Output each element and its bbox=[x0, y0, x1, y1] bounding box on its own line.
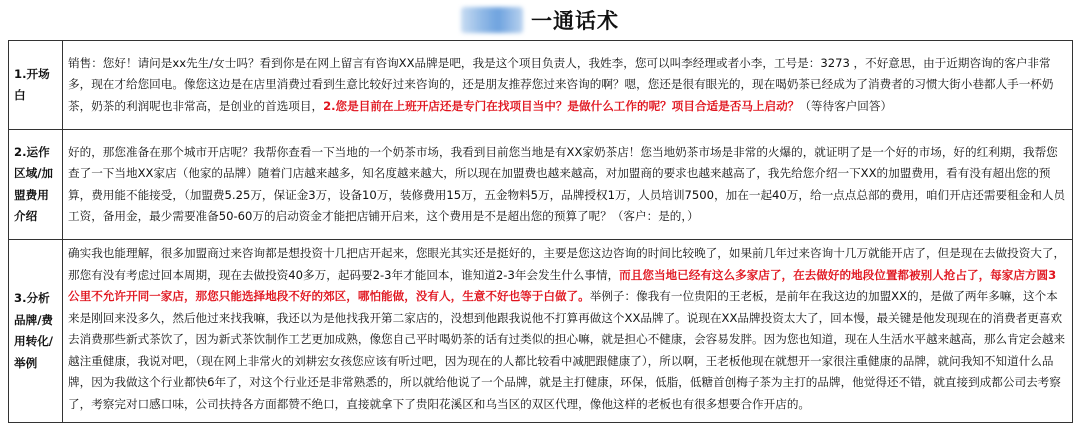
row-content bbox=[63, 240, 1073, 423]
script-text: 销售：您好！请问是xx先生/女士吗？看到你是在网上留言有咨询XX品牌是吧，我是这个项目负责人，我姓李，您可以叫李经理或者小李，工号是：3273 ，不好意思，由于近期咨询的客户非常多，现在才给您回电。像您这边是在店里消费过看到生意比较好过来咨询的，还是朋友推荐您过来咨询的啊？嗯，您还是很有眼光的，现在喝奶茶已经成为了消费者的习惯大街小巷都人手一杯奶茶，奶茶的利润呢也非常高，是创业的首选项目， bbox=[68, 55, 1054, 113]
table-row bbox=[9, 41, 1073, 130]
table-row bbox=[9, 240, 1073, 423]
sales-script-table bbox=[8, 40, 1073, 423]
row-label: 3.分析品牌/费用转化/举例 bbox=[9, 240, 63, 423]
script-text: 举例子：像我有一位贵阳的王老板，是前年在我这边的加盟XX的，是做了两年多嘛，这个本来是刚回来没多久，然后他过来找我嘛，我还以为是他找我开第二家店的，没想到他跟我说他不打算再做这个XX品牌了。说现在XX品牌投资太大了，回本慢，最关键是他发现现在的消费者更喜欢去消费那些新式茶饮了，因为新式茶饮制作工艺更加成熟，像您自己平时喝奶茶的话有过类似的担心嘛，就是担心不健康，会容易发胖。因为您也知道，现在人生活水平越来越高，那么肯定会越来越注重健康，我说对吧，（现在网上非常火的刘耕宏女孩您应该有听过吧，因为现在的人都比较看中减肥跟健康了），所以啊，王老板他现在就想开一家很注重健康的品牌，就问我知不知道什么品牌，因为我做这个行业都快6年了，对这个行业还是非常熟悉的，所以就给他说了一个品牌，就是主打健康，环保，低脂，低糖首创梅子茶为主打的品牌，他觉得还不错，就直接到成都公司去考察了，考察完对口感口味，公司扶持各方面都赞不绝口，直接就拿下了贵阳花溪区和乌当区的双区代理，像他这样的老板也有很多想要合作开店的。 bbox=[68, 289, 1066, 411]
title-bar bbox=[0, 0, 1080, 40]
script-highlight-text: 而且您当地已经有这么多家店了，在去做好的地段位置都被别人抢占了，每家店方圆3公里不允许开同一家店，那您只能选择地段不好的郊区，哪怕能做，没有人，生意不好也等于白做了。 bbox=[68, 267, 1057, 303]
script-text: （等待客户回答） bbox=[799, 98, 893, 113]
row-label: 1.开场白 bbox=[9, 41, 63, 130]
script-highlight-text: 2.您是目前在上班开店还是专门在找项目当中？是做什么工作的呢？项目合适是否马上启动？ bbox=[323, 98, 800, 113]
row-content bbox=[63, 41, 1073, 130]
row-content bbox=[63, 130, 1073, 240]
script-text: 确实我也能理解，很多加盟商过来咨询都是想投资十几把店开起来，您眼光其实还是挺好的，主要是您这边咨询的时间比较晚了，如果前几年过来咨询十几万就能开店了，但是现在去做投资大了，那您有没有考虑过回本周期，现在去做投资40多万，起码要2-3年才能回本，谁知道2-3年会发生什么事情， bbox=[68, 246, 1066, 282]
redacted-brand-blur bbox=[461, 7, 523, 33]
table-row bbox=[9, 130, 1073, 240]
row-label: 2.运作区域/加盟费用介绍 bbox=[9, 130, 63, 240]
script-text: 好的，那您准备在那个城市开店呢？我帮你查看一下当地的一个奶茶市场，我看到目前您当地是有XX家奶茶店！您当地奶茶市场是非常的火爆的，就证明了是一个好的市场，好的红利期，我帮您查了一下当地XX家店（他家的品牌）随着门店越来越多，知名度越来越大，所以现在加盟费也越来越高，对加盟商的要求也越来越高了，我先给您介绍一下XX的加盟费用，看有没有超出您的预算，费用能不能接受，（加盟费5.25万，保证金3万，设备10万，装修费用15万，五金物料5万，品牌授权1万，人员培训7500，加在一起40万，给一点点总部的费用，咱们开店还需要租金和人员工资，备用金，最少需要准备50-60万的启动资金才能把店铺开启来，这个费用是不是超出您的预算了呢？（客户：是的，） bbox=[68, 144, 1066, 223]
document-title: 一通话术 bbox=[531, 9, 619, 33]
